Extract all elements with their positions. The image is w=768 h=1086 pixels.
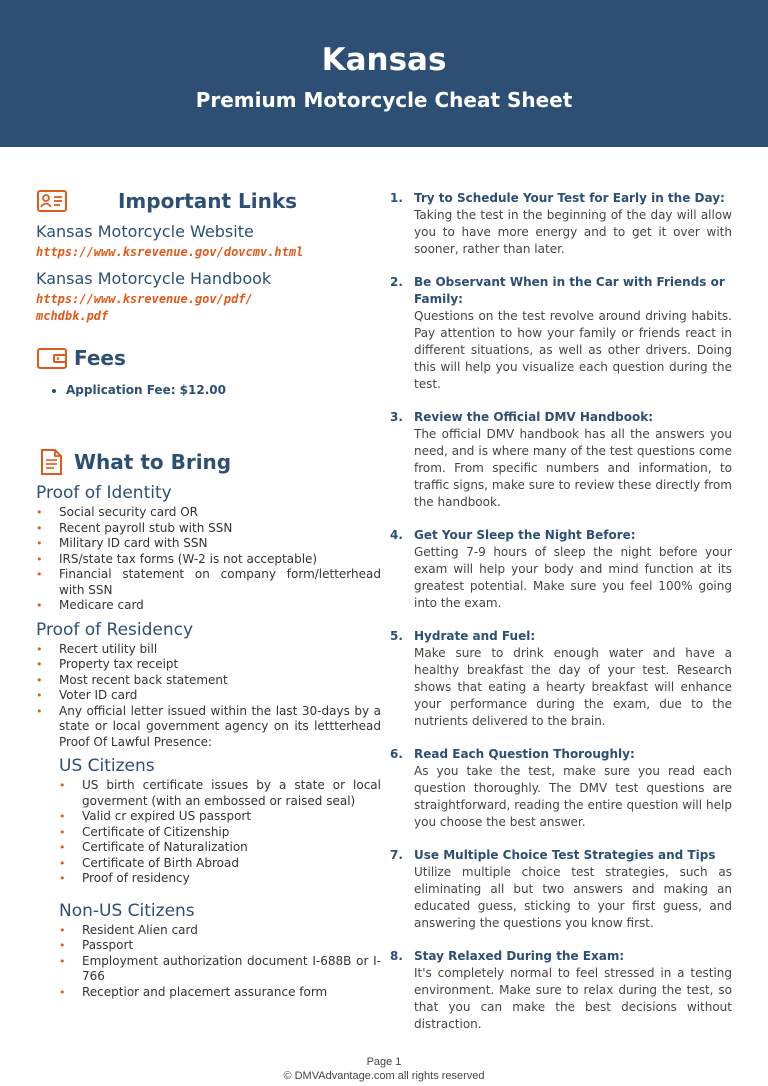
list-item: • Any official letter issued within the last 30-days by a state or local government agency on its lettterhead Proof Of Lawful Presence: [36, 704, 381, 751]
list-item: • Proof of residency [36, 871, 381, 887]
tip-number: 8. [390, 949, 403, 963]
tip-title: Try to Schedule Your Test for Early in the Day: [414, 191, 725, 205]
page-footer [0, 1055, 768, 1083]
list-item: • Medicare card [36, 598, 381, 614]
page-title: Kansas [321, 42, 447, 78]
tip-body: As you take the test, make sure you read each question thoroughly. The DMV test questions are straightforward, reading the entire question will help you choose the best answer. [414, 764, 732, 829]
tip-item [390, 409, 732, 511]
tip-body: Utilize multiple choice test strategies, such as eliminating all but two answers and making an educated guess, sticking to your first guess, and answering the questions you know first. [414, 865, 732, 930]
list-item: • Most recent back statement [36, 673, 381, 689]
tip-title: Use Multiple Choice Test Strategies and Tips [414, 848, 716, 862]
identity-list [36, 505, 381, 614]
list-item: • Social security card OR [36, 505, 381, 521]
tip-body: Make sure to drink enough water and have a healthy breakfast the day of your test. Research shows that eating a hearty breakfast will enhance your performance during the exam, due to the nutrients delivered to the brain. [414, 646, 732, 728]
website-link[interactable]: https://www.ksrevenue.gov/dovcmv.html [36, 245, 304, 259]
left-column [36, 186, 381, 1000]
tip-item [390, 948, 732, 1033]
tips-column [390, 190, 732, 1049]
tip-item [390, 274, 732, 393]
us-citizens-heading: US Citizens [59, 756, 155, 776]
document-icon [36, 449, 68, 475]
residency-list [36, 642, 381, 751]
tip-item [390, 746, 732, 831]
copyright: © DMVAdvantage.com all rights reserved [283, 1070, 485, 1082]
list-item: • Resident Alien card [36, 923, 381, 939]
tip-number: 6. [390, 747, 403, 761]
tip-item [390, 628, 732, 730]
fees-title: Fees [74, 346, 126, 370]
wallet-icon [36, 345, 68, 371]
list-item: • US birth certificate issues by a state or local goverment (with an embossed or raised seal) [36, 778, 381, 809]
tip-body: Taking the test in the beginning of the day will allow you to have more energy and to get it over with sooner, rather than later. [414, 208, 732, 256]
list-item: • Recent payroll stub with SSN [36, 521, 381, 537]
handbook-label: Kansas Motorcycle Handbook [36, 269, 272, 288]
tip-number: 3. [390, 410, 403, 424]
page-subtitle: Premium Motorcycle Cheat Sheet [195, 88, 573, 112]
us-citizens-list [36, 778, 381, 887]
tip-item [390, 847, 732, 932]
tip-title: Review the Official DMV Handbook: [414, 410, 654, 424]
list-item: • Passport [36, 938, 381, 954]
tip-title: Get Your Sleep the Night Before: [414, 528, 636, 542]
links-section-header [36, 186, 381, 216]
tip-title: Read Each Question Thoroughly: [414, 747, 635, 761]
list-item: • Certificate of Citizenship [36, 825, 381, 841]
fees-section-header [36, 343, 381, 373]
tip-number: 7. [390, 848, 403, 862]
fees-list [36, 383, 381, 397]
list-item: • Financial statement on company form/letterhead with SSN [36, 567, 381, 598]
website-label: Kansas Motorcycle Website [36, 222, 254, 241]
tip-item [390, 527, 732, 612]
tip-number: 2. [390, 275, 403, 289]
page-number: Page 1 [366, 1056, 402, 1068]
handbook-link-line2: mchdbk.pdf [36, 309, 109, 323]
list-item: • Certificate of Naturalization [36, 840, 381, 856]
tip-title: Be Observant When in the Car with Friends or Family: [414, 275, 725, 306]
bring-section-header [36, 447, 381, 477]
non-us-citizens-list [36, 923, 381, 1001]
page-header [0, 0, 768, 147]
list-item: • IRS/state tax forms (W-2 is not acceptable) [36, 552, 381, 568]
list-item: • Valid cr expired US passport [36, 809, 381, 825]
handbook-link[interactable] [36, 291, 381, 325]
identity-heading: Proof of Identity [36, 483, 172, 503]
tip-number: 5. [390, 629, 403, 643]
tip-number: 1. [390, 191, 403, 205]
id-card-icon [36, 188, 68, 214]
bring-title: What to Bring [74, 450, 232, 474]
tip-title: Hydrate and Fuel: [414, 629, 536, 643]
list-item: • Property tax receipt [36, 657, 381, 673]
fee-item: • Application Fee: $12.00 [66, 383, 381, 397]
list-item: • Voter ID card [36, 688, 381, 704]
non-us-citizens-heading: Non-US Citizens [59, 900, 195, 921]
links-title: Important Links [117, 189, 298, 213]
residency-heading: Proof of Residency [36, 619, 194, 640]
tip-body: It's completely normal to feel stressed in a testing environment. Make sure to relax during the test, so that you can make the best decisions without distraction. [414, 966, 732, 1031]
list-item: • Receptior and placemert assurance form [36, 985, 381, 1001]
tip-number: 4. [390, 528, 403, 542]
tip-body: Questions on the test revolve around driving habits. Pay attention to how your family or friends react in different situations, as well as other drivers. Doing this will help you visualize each question during the test. [414, 309, 732, 391]
list-item: • Employment authorization document I-688B or I-766 [36, 954, 381, 985]
tip-body: Getting 7-9 hours of sleep the night before your exam will help your body and mind function at its greatest potential. Make sure you feel 100% going into the exam. [414, 545, 732, 610]
tip-item [390, 190, 732, 258]
list-item: • Military ID card with SSN [36, 536, 381, 552]
list-item: • Certificate of Birth Abroad [36, 856, 381, 872]
list-item: • Recert utility bill [36, 642, 381, 658]
handbook-link-line1: https://www.ksrevenue.gov/pdf/ [36, 292, 253, 306]
tip-title: Stay Relaxed During the Exam: [414, 949, 625, 963]
tip-body: The official DMV handbook has all the answers you need, and is where many of the test questions come from. From specific numbers and information, to traffic signs, make sure to review these directly from the handbook. [414, 427, 732, 509]
